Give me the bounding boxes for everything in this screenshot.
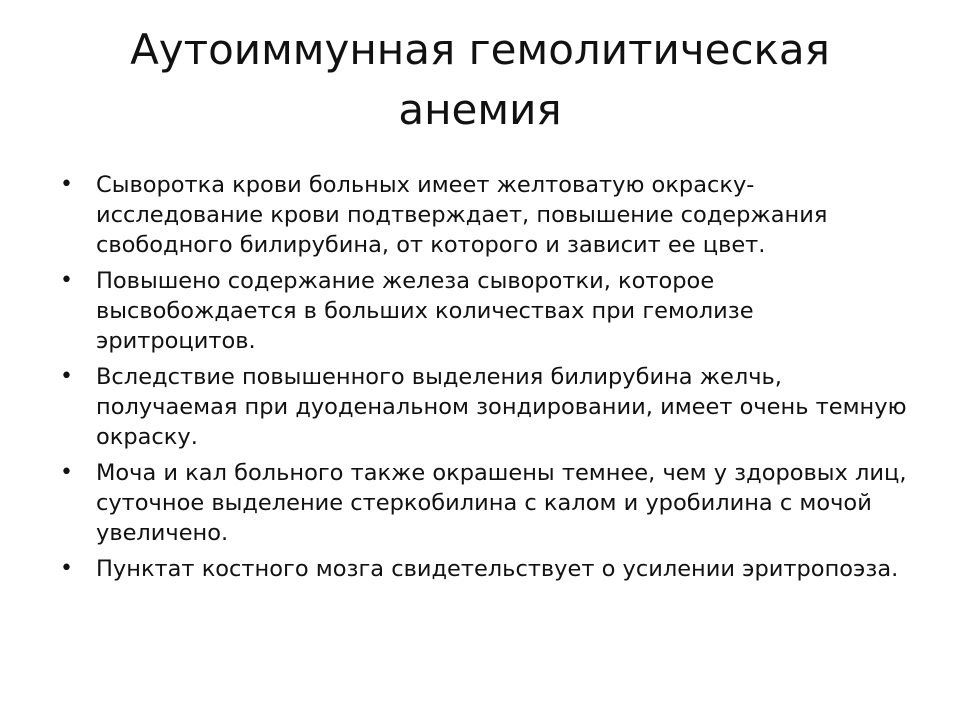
bullet-text: Пунктат костного мозга свидетельствует о усилении эритропоэза.: [96, 556, 899, 582]
bullet-icon: •: [60, 364, 73, 389]
bullet-text: Сыворотка крови больных имеет желтоватую окраску- исследование крови подтверждает, повышение содержания свободного билирубина, от которого и зависит ее цвет.: [96, 172, 828, 258]
bullet-icon: •: [60, 268, 73, 293]
list-item: [60, 362, 910, 452]
bullet-text: Вследствие повышенного выделения билирубина желчь, получаемая при дуоденальном зондировании, имеет очень темную окраску.: [96, 364, 907, 450]
list-item: [60, 170, 910, 260]
list-item: [60, 266, 910, 356]
list-item: [60, 458, 910, 548]
bullet-text: Повышено содержание железа сыворотки, которое высвобождается в больших количествах при гемолизе эритроцитов.: [96, 268, 754, 354]
slide-title: Аутоиммунная гемолитическая анемия: [130, 25, 830, 134]
bullet-list: [60, 170, 910, 590]
bullet-text: Моча и кал больного также окрашены темнее, чем у здоровых лиц, суточное выделение стеркобилина с калом и уробилина с мочой увеличено.: [96, 460, 907, 546]
list-item: [60, 554, 910, 584]
bullet-icon: •: [60, 172, 73, 197]
bullet-icon: •: [60, 556, 73, 581]
bullet-icon: •: [60, 460, 73, 485]
